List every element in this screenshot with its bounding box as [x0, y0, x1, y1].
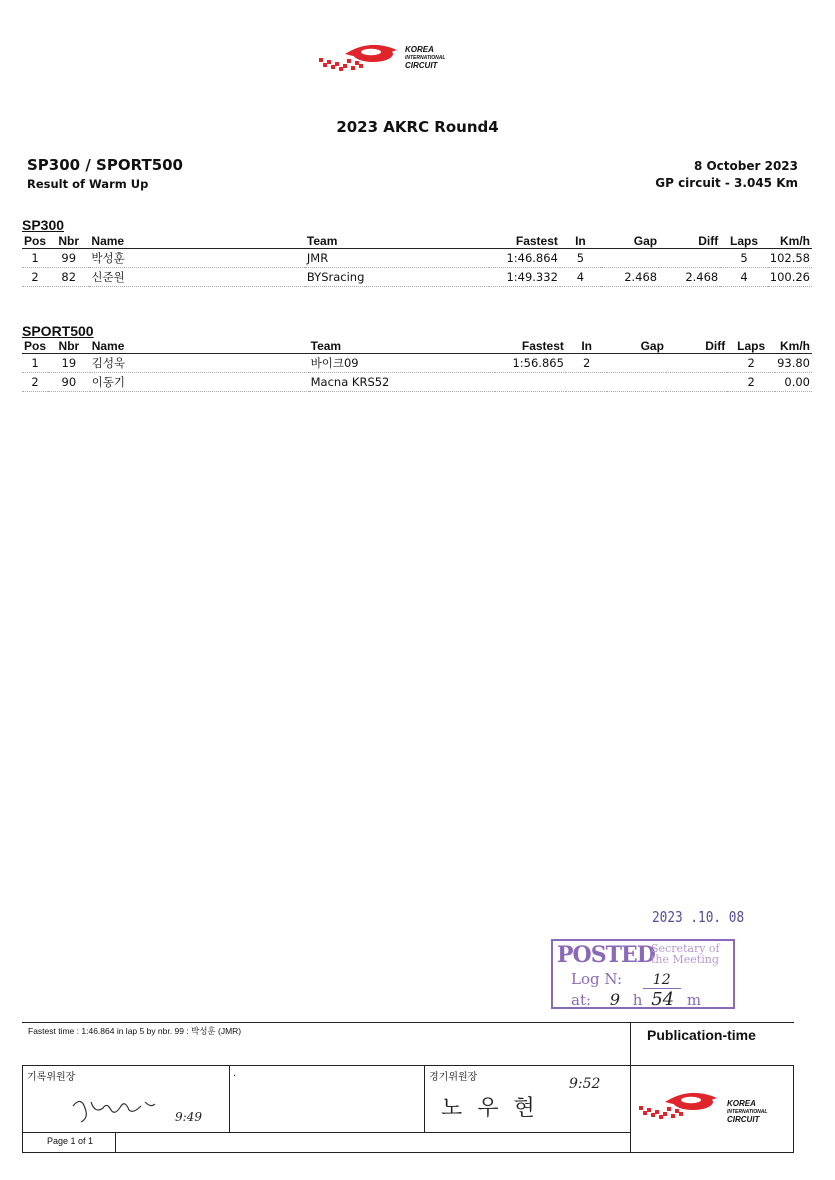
- stamp-date: 2023 .10. 08: [652, 908, 745, 926]
- stamp-at-row: [571, 989, 701, 1010]
- cell: 4: [560, 268, 601, 287]
- table-header-row: [22, 234, 812, 249]
- table-row: [22, 249, 812, 268]
- stamp-at-label: at:: [571, 991, 592, 1009]
- cell: [495, 373, 566, 392]
- col-header: Diff: [666, 339, 727, 354]
- logo-line3: CIRCUIT: [727, 1115, 760, 1124]
- cell: 1: [22, 249, 48, 268]
- results-table-sp300: [22, 234, 812, 287]
- logo-line2: INTERNATIONAL: [727, 1109, 768, 1115]
- cell: 2: [727, 373, 775, 392]
- event-title: 2023 AKRC Round4: [336, 118, 499, 136]
- signature-left: [63, 1088, 163, 1128]
- col-header: Team: [309, 339, 496, 354]
- cell: 99: [48, 249, 89, 268]
- table-row: [22, 354, 812, 373]
- col-header: Km/h: [775, 339, 812, 354]
- cell: 2.468: [601, 268, 659, 287]
- table-row: [22, 268, 812, 287]
- fastest-time-note: Fastest time : 1:46.864 in lap 5 by nbr. 99 : 박성훈 (JMR): [28, 1026, 242, 1036]
- cell: [566, 373, 608, 392]
- cell: 신준원: [89, 268, 305, 287]
- signature-time-left: 9:49: [175, 1110, 202, 1124]
- stamp-m-label: m: [686, 991, 702, 1009]
- col-header: Pos: [24, 234, 47, 248]
- page-number: Page 1 of 1: [47, 1136, 94, 1146]
- publication-time-label: Publication-time: [647, 1027, 756, 1043]
- col-header: Nbr: [48, 339, 90, 354]
- footer-logo: [635, 1088, 790, 1128]
- stamp-posted: POSTED: [557, 942, 655, 968]
- results-table-sport500: [22, 339, 812, 392]
- col-header: In: [560, 234, 601, 249]
- cell: 102.58: [768, 249, 812, 268]
- cell: 90: [48, 373, 90, 392]
- section-title-sp300: SP300: [22, 217, 65, 233]
- cell: 2: [22, 373, 48, 392]
- logo-line3: CIRCUIT: [405, 61, 438, 70]
- posted-stamp: [551, 939, 735, 1009]
- cell: 2: [727, 354, 775, 373]
- cell: 바이크09: [309, 354, 496, 373]
- stamp-h-label: h: [632, 991, 643, 1009]
- empty-field-mark: .: [233, 1068, 237, 1079]
- stamp-at-min: 54: [651, 989, 675, 1010]
- cell: 1: [22, 354, 48, 373]
- cell: 1:49.332: [489, 268, 559, 287]
- cell: 2.468: [659, 268, 720, 287]
- cell: 100.26: [768, 268, 812, 287]
- col-header: Laps: [720, 234, 768, 249]
- cell: 이동기: [90, 373, 309, 392]
- col-header: Gap: [601, 234, 659, 249]
- record-chief-label: 기록위원장: [27, 1072, 76, 1083]
- divider: [229, 1066, 230, 1132]
- stamp-log-label: Log N:: [571, 970, 623, 988]
- divider: [630, 1066, 631, 1152]
- col-header: Name: [90, 339, 309, 354]
- cell: 93.80: [775, 354, 812, 373]
- logo-text: [405, 46, 445, 70]
- col-header: Fastest: [489, 234, 559, 249]
- class-title: SP300 / SPORT500: [27, 156, 183, 174]
- circuit-logo: [315, 40, 475, 80]
- signature-time-right: 9:52: [569, 1076, 601, 1092]
- col-header: Nbr: [48, 234, 89, 249]
- cell: [607, 373, 665, 392]
- logo-line2: INTERNATIONAL: [405, 55, 446, 61]
- cell: [666, 354, 727, 373]
- stamp-secretary: Secretary of the Meeting: [651, 942, 720, 966]
- logo-line1: KOREA: [405, 45, 434, 54]
- col-header: Diff: [659, 234, 720, 249]
- col-header: Pos: [24, 339, 47, 353]
- col-header: Gap: [607, 339, 665, 354]
- cell: [607, 354, 665, 373]
- footer-logo-text: [727, 1100, 767, 1124]
- cell: 2: [22, 268, 48, 287]
- table-row: [22, 373, 812, 392]
- cell: [659, 249, 720, 268]
- col-header: Name: [89, 234, 305, 249]
- cell: 2: [566, 354, 608, 373]
- table-header-row: [22, 339, 812, 354]
- col-header: In: [566, 339, 608, 354]
- cell: 김성욱: [90, 354, 309, 373]
- cell: Macna KRS52: [309, 373, 496, 392]
- cell: 4: [720, 268, 768, 287]
- signature-name-right: 노 우 현: [441, 1096, 539, 1121]
- cell: 0.00: [775, 373, 812, 392]
- stamp-log-row: [571, 970, 681, 988]
- col-header: Team: [305, 234, 490, 249]
- circuit-info: GP circuit - 3.045 Km: [655, 176, 798, 190]
- cell: [666, 373, 727, 392]
- cell: 19: [48, 354, 90, 373]
- signature-box: [22, 1065, 794, 1153]
- event-date: 8 October 2023: [693, 159, 798, 173]
- footer-divider: [22, 1022, 794, 1023]
- logo-line1: KOREA: [727, 1099, 756, 1108]
- cell: 1:46.864: [489, 249, 559, 268]
- cell: BYSracing: [305, 268, 490, 287]
- col-header: Km/h: [768, 234, 812, 249]
- pub-divider: [630, 1022, 631, 1065]
- section-title-sport500: SPORT500: [22, 323, 94, 339]
- divider: [115, 1132, 116, 1152]
- cell: 5: [560, 249, 601, 268]
- cell: 5: [720, 249, 768, 268]
- cell: JMR: [305, 249, 490, 268]
- cell: 82: [48, 268, 89, 287]
- divider: [424, 1066, 425, 1132]
- stamp-at-hour: 9: [609, 990, 620, 1009]
- col-header: Laps: [727, 339, 775, 354]
- session-title: Result of Warm Up: [27, 177, 149, 191]
- race-director-label: 경기위원장: [429, 1072, 478, 1083]
- stamp-log-value: 12: [643, 972, 681, 989]
- cell: [601, 249, 659, 268]
- col-header: Fastest: [495, 339, 566, 354]
- cell: 1:56.865: [495, 354, 566, 373]
- cell: 박성훈: [89, 249, 305, 268]
